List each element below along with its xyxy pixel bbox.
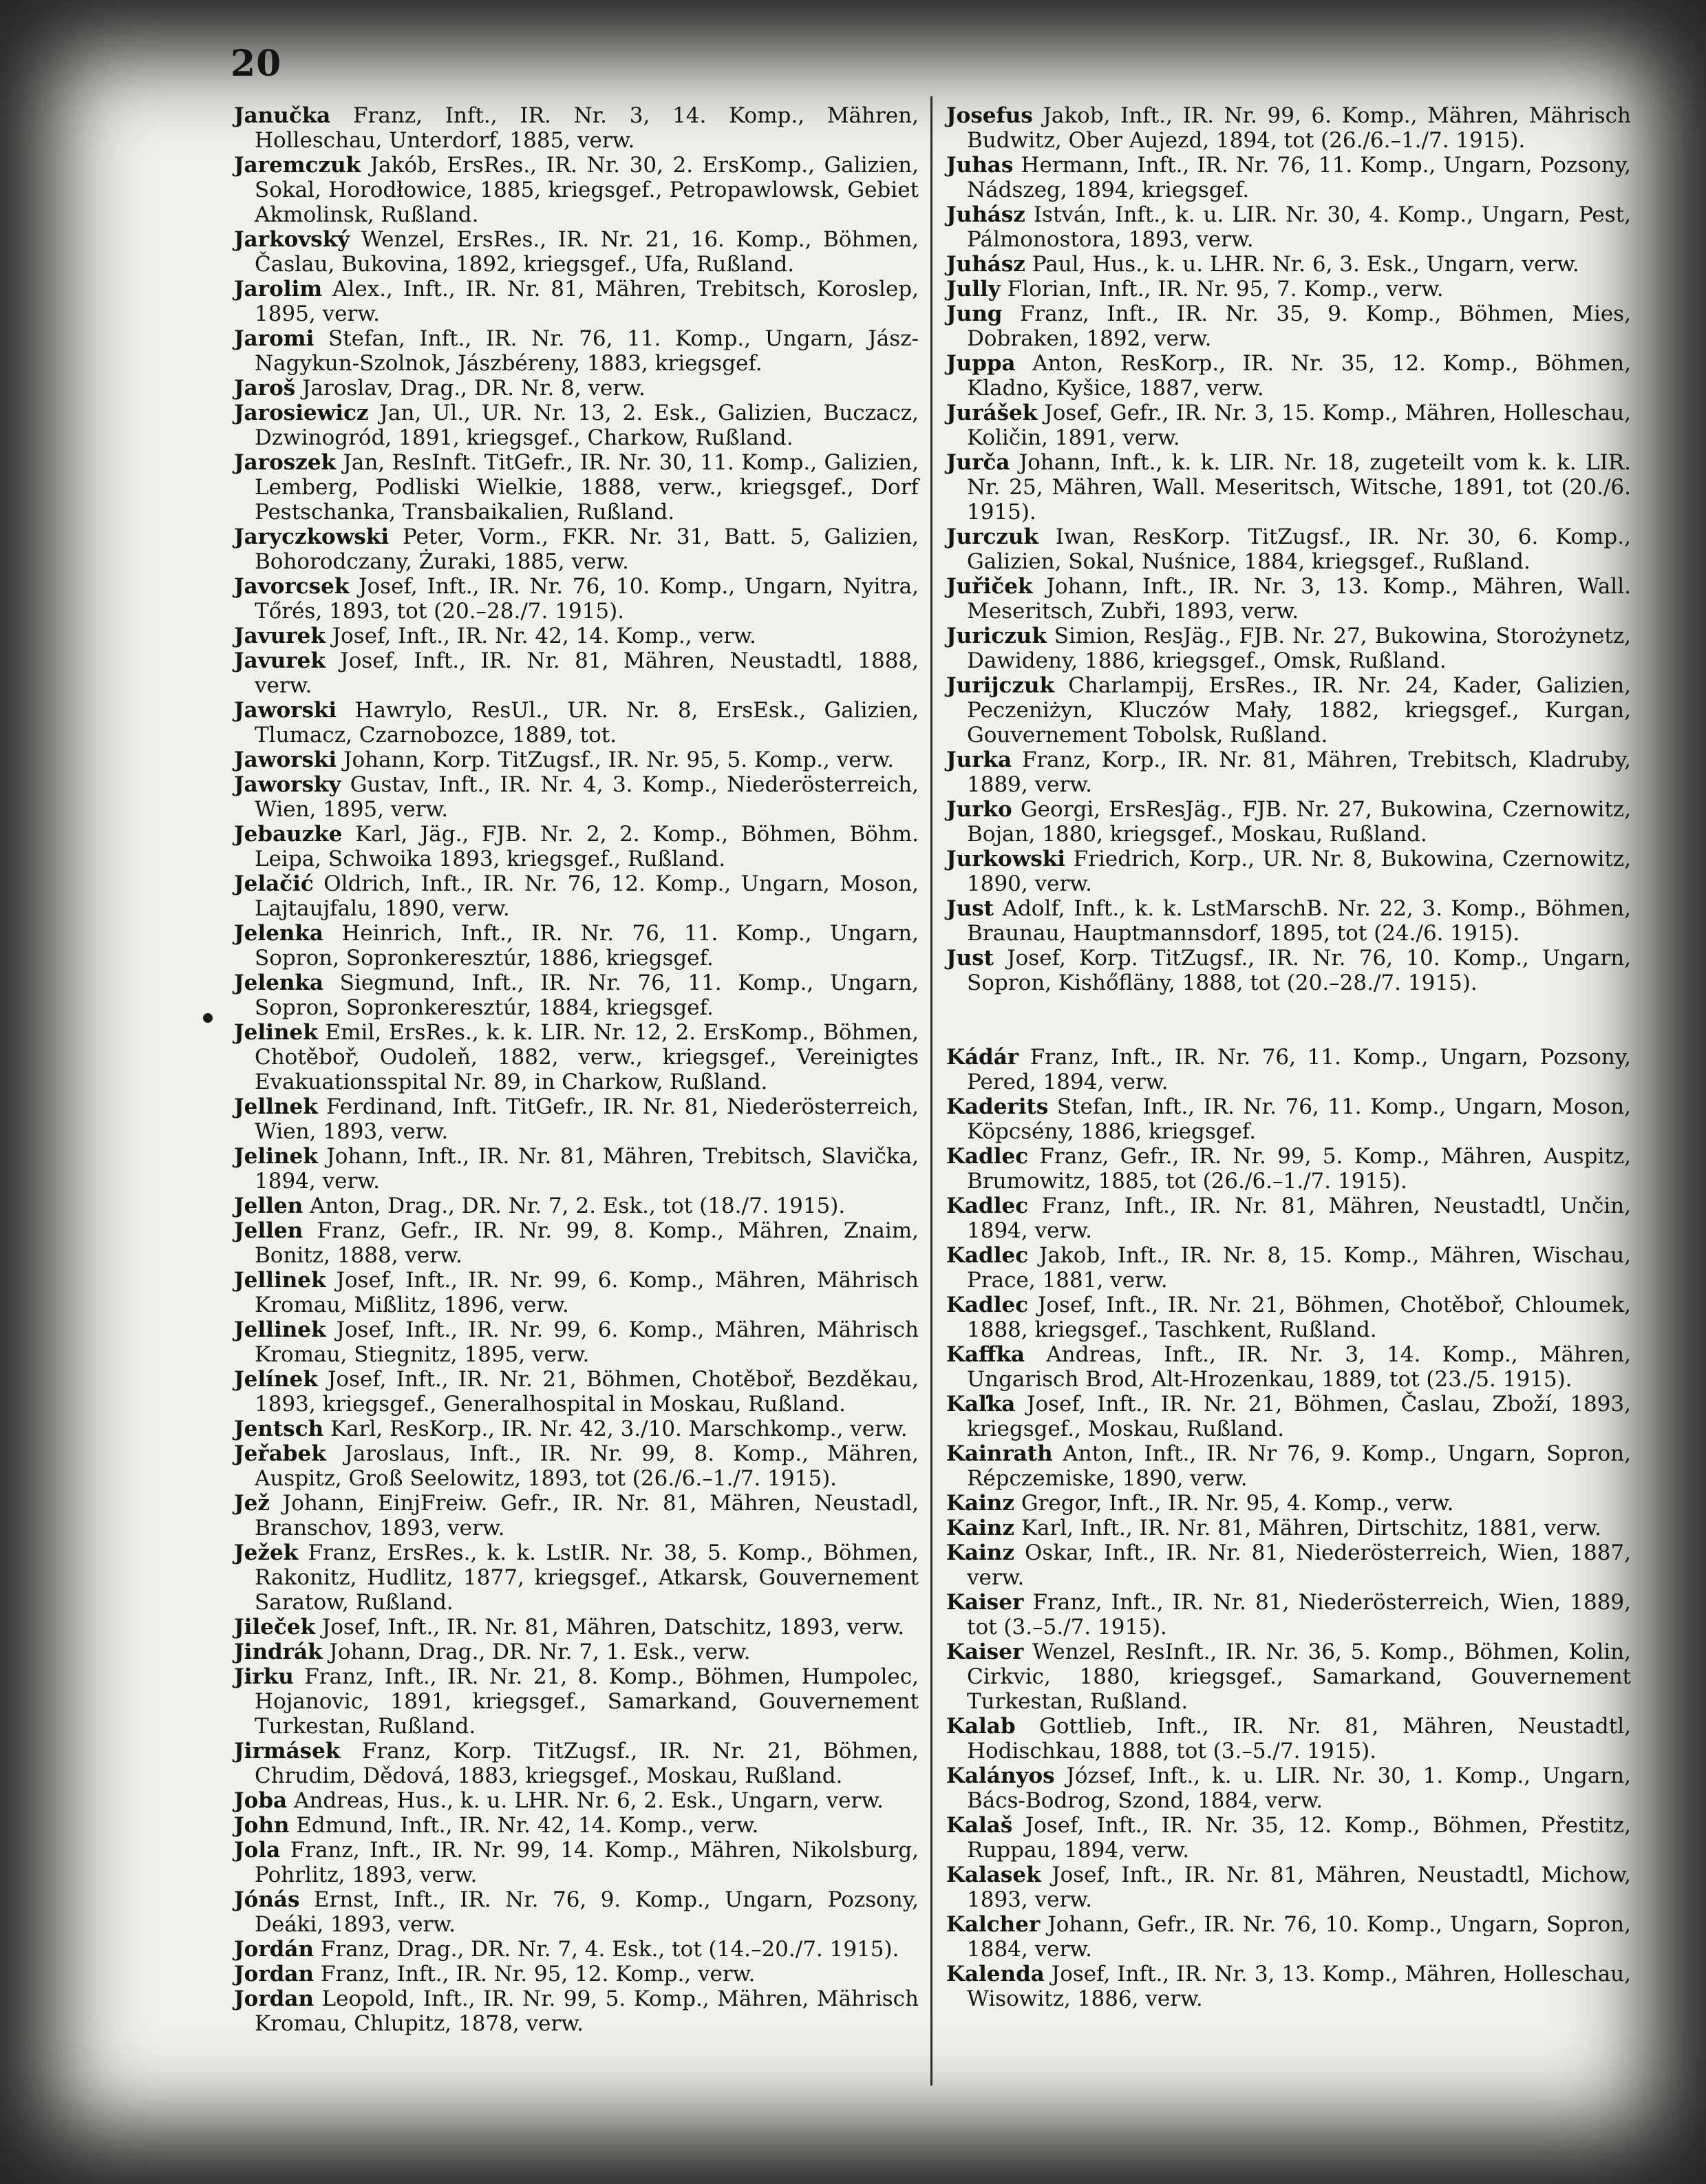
register-entry xyxy=(946,1516,1631,1540)
entry-details: Josef, Inft., IR. Nr. 81, Mähren, Datschitz, 1893, verw. xyxy=(321,1615,905,1640)
entry-details: Florian, Inft., IR. Nr. 95, 7. Komp., verw. xyxy=(1007,277,1444,301)
register-entry xyxy=(946,1912,1631,1962)
entry-surname: Jurka xyxy=(946,748,1012,772)
entry-surname: Jarosiewicz xyxy=(234,401,369,425)
entry-surname: Jully xyxy=(946,277,1001,301)
register-entry xyxy=(234,748,919,772)
entry-details: Emil, ErsRes., k. k. LIR. Nr. 12, 2. ErsKomp., Böhmen, Chotěboř, Oudoleň, 1882, verw., kriegsgef., Vereinigtes Evakuationsspital Nr. 89, in Charkow, Rußland. xyxy=(255,1020,919,1094)
register-entry xyxy=(946,401,1631,450)
register-entry xyxy=(946,1094,1631,1144)
register-entry xyxy=(234,277,919,326)
entry-details: Alex., Inft., IR. Nr. 81, Mähren, Trebitsch, Koroslep, 1895, verw. xyxy=(255,277,919,326)
entry-surname: Kaľka xyxy=(946,1392,1016,1417)
entry-details: Josef, Inft., IR. Nr. 3, 13. Komp., Mähren, Holleschau, Wisowitz, 1886, verw. xyxy=(967,1962,1631,2011)
register-entry xyxy=(946,574,1631,624)
register-entry xyxy=(234,1194,919,1218)
register-entry xyxy=(234,1540,919,1615)
entry-details: Karl, Inft., IR. Nr. 81, Mähren, Dirtschitz, 1881, verw. xyxy=(1021,1516,1602,1540)
register-entry xyxy=(234,1417,919,1441)
entry-details: Anton, Inft., IR. Nr 76, 9. Komp., Ungarn, Sopron, Répczemiske, 1890, verw. xyxy=(967,1441,1632,1491)
entry-details: Johann, Inft., IR. Nr. 81, Mähren, Trebitsch, Slavička, 1894, verw. xyxy=(255,1144,919,1194)
register-entry xyxy=(234,1317,919,1367)
right-column-k-section xyxy=(946,1045,1631,2011)
entry-surname: Jež xyxy=(234,1491,270,1516)
register-entry xyxy=(946,252,1631,277)
register-entry xyxy=(234,1813,919,1838)
register-entry xyxy=(946,896,1631,946)
entry-details: Franz, Inft., IR. Nr. 95, 12. Komp., verw. xyxy=(320,1962,756,1986)
register-entry xyxy=(946,301,1631,351)
entry-surname: Jellen xyxy=(234,1194,303,1218)
register-entry xyxy=(946,524,1631,574)
entry-details: Franz, Inft., IR. Nr. 35, 9. Komp., Böhmen, Mies, Dobraken, 1892, verw. xyxy=(967,301,1632,351)
entry-details: Franz, Korp. TitZugsf., IR. Nr. 21, Böhmen, Chrudim, Dědová, 1883, kriegsgef., Moskau, Rußland. xyxy=(255,1739,919,1788)
entry-surname: Kalasek xyxy=(946,1863,1041,1887)
register-entry xyxy=(946,1392,1631,1441)
entry-surname: Jentsch xyxy=(234,1417,324,1441)
register-entry xyxy=(946,1640,1631,1714)
entry-surname: Jellnek xyxy=(234,1094,318,1119)
entry-surname: Kainrath xyxy=(946,1441,1053,1466)
entry-details: Johann, Korp. TitZugsf., IR. Nr. 95, 5. Komp., verw. xyxy=(343,748,895,772)
entry-surname: Jaroszek xyxy=(234,450,337,475)
entry-details: Josef, Inft., IR. Nr. 81, Mähren, Neustadtl, Michow, 1893, verw. xyxy=(967,1863,1631,1912)
section-gap xyxy=(946,995,1631,1045)
register-entry xyxy=(234,227,919,277)
entry-surname: Kádár xyxy=(946,1045,1019,1070)
entry-details: Franz, Inft., IR. Nr. 76, 11. Komp., Ungarn, Pozsony, Pered, 1894, verw. xyxy=(967,1045,1631,1094)
entry-surname: John xyxy=(234,1813,290,1838)
register-entry xyxy=(946,450,1631,524)
entry-surname: Jeřabek xyxy=(234,1441,326,1466)
entry-surname: Jelenka xyxy=(234,971,323,995)
register-entry xyxy=(234,1838,919,1887)
register-entry xyxy=(946,748,1631,797)
register-entry xyxy=(946,351,1631,401)
entry-details: Gregor, Inft., IR. Nr. 95, 4. Komp., verw. xyxy=(1021,1491,1454,1516)
entry-surname: Kalányos xyxy=(946,1763,1055,1788)
entry-surname: Kainz xyxy=(946,1516,1014,1540)
entry-details: Franz, Inft., IR. Nr. 21, 8. Komp., Böhmen, Humpolec, Hojanovic, 1891, kriegsgef., Samarkand, Gouvernement Turkestan, Rußland. xyxy=(255,1664,919,1739)
entry-surname: Kainz xyxy=(946,1540,1014,1565)
entry-details: Anton, Drag., DR. Nr. 7, 2. Esk., tot (18./7. 1915). xyxy=(310,1194,846,1218)
entry-details: Franz, Inft., IR. Nr. 99, 14. Komp., Mähren, Nikolsburg, Pohrlitz, 1893, verw. xyxy=(255,1838,919,1887)
register-entry xyxy=(234,1986,919,2036)
entry-surname: Jung xyxy=(946,301,1003,326)
register-entry xyxy=(946,1441,1631,1491)
register-entry xyxy=(946,1045,1631,1094)
entry-details: Jan, Ul., UR. Nr. 13, 2. Esk., Galizien, Buczacz, Dzwinogród, 1891, kriegsgef., Charkow, Rußland. xyxy=(255,401,919,450)
entry-surname: Jindrák xyxy=(234,1640,323,1664)
entry-details: Josef, Korp. TitZugsf., IR. Nr. 76, 10. Komp., Ungarn, Sopron, Kishőfläny, 1888, tot (20.–28./7. 1915). xyxy=(967,946,1632,995)
entry-surname: Jurko xyxy=(946,797,1012,822)
entry-surname: Javurek xyxy=(234,624,326,648)
entry-surname: Joba xyxy=(234,1788,288,1813)
entry-details: Stefan, Inft., IR. Nr. 76, 11. Komp., Ungarn, Moson, Köpcsény, 1886, kriegsgef. xyxy=(967,1094,1631,1144)
entry-surname: Kadlec xyxy=(946,1243,1029,1268)
register-entry xyxy=(946,1540,1631,1590)
register-entry xyxy=(234,1268,919,1317)
entry-surname: Kalaš xyxy=(946,1813,1013,1838)
entry-surname: Juhász xyxy=(946,202,1025,227)
page-number: 20 xyxy=(231,43,282,85)
register-entry xyxy=(234,1367,919,1417)
entry-details: Stefan, Inft., IR. Nr. 76, 11. Komp., Ungarn, Jász-Nagykun-Szolnok, Jászbéreny, 1883, kriegsgef. xyxy=(255,326,919,376)
entry-surname: Kalcher xyxy=(946,1912,1041,1937)
register-entry xyxy=(234,1020,919,1094)
entry-details: Johann, EinjFreiw. Gefr., IR. Nr. 81, Mähren, Neustadl, Branschov, 1893, verw. xyxy=(255,1491,919,1540)
entry-details: Gottlieb, Inft., IR. Nr. 81, Mähren, Neustadtl, Hodischkau, 1888, tot (3.–5./7. 1915). xyxy=(967,1714,1631,1763)
register-entry xyxy=(946,202,1631,252)
entry-details: Gustav, Inft., IR. Nr. 4, 3. Komp., Niederösterreich, Wien, 1895, verw. xyxy=(255,772,919,822)
register-entry xyxy=(234,1441,919,1491)
margin-dot-mark xyxy=(203,1013,213,1023)
entry-surname: Kaiser xyxy=(946,1640,1024,1664)
entry-details: Josef, Inft., IR. Nr. 99, 6. Komp., Mähren, Mährisch Kromau, Mißlitz, 1896, verw. xyxy=(255,1268,919,1317)
entry-details: Josef, Inft., IR. Nr. 21, Böhmen, Časlau, Zboží, 1893, kriegsgef., Moskau, Rußland. xyxy=(967,1392,1631,1441)
register-entry xyxy=(234,1640,919,1664)
entry-surname: Kadlec xyxy=(946,1144,1029,1169)
register-entry xyxy=(234,103,919,153)
entry-surname: Jarkovský xyxy=(234,227,350,252)
entry-surname: Jirmásek xyxy=(234,1739,341,1763)
register-entry xyxy=(946,673,1631,748)
register-entry xyxy=(234,153,919,227)
entry-surname: Javurek xyxy=(234,648,326,673)
register-entry xyxy=(946,1491,1631,1516)
entry-surname: Ježek xyxy=(234,1540,299,1565)
entry-details: Johann, Inft., k. k. LIR. Nr. 18, zugeteilt vom k. k. LIR. Nr. 25, Mähren, Wall. Meseritsch, Witsche, 1891, tot (20./6. 1915). xyxy=(967,450,1631,524)
entry-details: Karl, Jäg., FJB. Nr. 2, 2. Komp., Böhmen, Böhm. Leipa, Schwoika 1893, kriegsgef., Rußland. xyxy=(255,822,919,871)
entry-surname: Kadlec xyxy=(946,1194,1029,1218)
register-entry xyxy=(234,326,919,376)
register-entry xyxy=(946,153,1631,202)
entry-details: Iwan, ResKorp. TitZugsf., IR. Nr. 30, 6. Komp., Galizien, Sokal, Nuśnice, 1884, kriegsgef., Rußland. xyxy=(967,524,1631,574)
entry-details: Adolf, Inft., k. k. LstMarschB. Nr. 22, 3. Komp., Böhmen, Braunau, Hauptmannsdorf, 1895, tot (24./6. 1915). xyxy=(967,896,1632,946)
entry-surname: Javorcsek xyxy=(234,574,350,599)
entry-details: Jakób, ErsRes., IR. Nr. 30, 2. ErsKomp., Galizien, Sokal, Horodłowice, 1885, kriegsgef., Petropawlowsk, Gebiet Akmolinsk, Rußland. xyxy=(255,153,919,227)
entry-surname: Jordán xyxy=(234,1937,314,1962)
register-entry xyxy=(946,946,1631,995)
register-entry xyxy=(234,1615,919,1640)
entry-surname: Josefus xyxy=(946,103,1033,128)
entry-surname: Jónás xyxy=(234,1887,300,1912)
register-entry xyxy=(234,822,919,871)
entry-surname: Jordan xyxy=(234,1962,314,1986)
entry-details: Franz, Inft., IR. Nr. 3, 14. Komp., Mähren, Holleschau, Unterdorf, 1885, verw. xyxy=(255,103,919,153)
entry-surname: Jola xyxy=(234,1838,281,1863)
entry-surname: Kalenda xyxy=(946,1962,1045,1986)
entry-surname: Jellinek xyxy=(234,1268,326,1293)
entry-details: Franz, Inft., IR. Nr. 81, Mähren, Neustadtl, Unčin, 1894, verw. xyxy=(967,1194,1631,1243)
entry-details: Karl, ResKorp., IR. Nr. 42, 3./10. Marschkomp., verw. xyxy=(330,1417,908,1441)
entry-surname: Jileček xyxy=(234,1615,316,1640)
entry-surname: Juriczuk xyxy=(946,624,1047,648)
entry-surname: Jordan xyxy=(234,1986,314,2011)
entry-surname: Juhas xyxy=(946,153,1014,178)
entry-surname: Jurijczuk xyxy=(946,673,1055,698)
entry-details: Peter, Vorm., FKR. Nr. 31, Batt. 5, Galizien, Bohorodczany, Żuraki, 1885, verw. xyxy=(255,524,919,574)
entry-details: Franz, Gefr., IR. Nr. 99, 5. Komp., Mähren, Auspitz, Brumowitz, 1885, tot (26./6.–1./7. 1915). xyxy=(967,1144,1632,1194)
entry-surname: Jarolim xyxy=(234,277,323,301)
entry-surname: Janučka xyxy=(234,103,331,128)
register-entry xyxy=(946,1714,1631,1763)
register-entry xyxy=(234,401,919,450)
entry-surname: Kaffka xyxy=(946,1342,1025,1367)
register-entry xyxy=(234,1937,919,1962)
entry-surname: Juřiček xyxy=(946,574,1033,599)
entry-details: Franz, Inft., IR. Nr. 81, Niederösterreich, Wien, 1889, tot (3.–5./7. 1915). xyxy=(967,1590,1631,1640)
register-entry xyxy=(946,1962,1631,2011)
entry-surname: Jelínek xyxy=(234,1367,318,1392)
entry-surname: Jaroš xyxy=(234,376,296,401)
register-entry xyxy=(234,1739,919,1788)
entry-surname: Kaderits xyxy=(946,1094,1049,1119)
register-entry xyxy=(946,103,1631,153)
entry-surname: Kalab xyxy=(946,1714,1016,1739)
entry-surname: Jaworsky xyxy=(234,772,341,797)
register-entry xyxy=(234,1491,919,1540)
entry-details: Leopold, Inft., IR. Nr. 99, 5. Komp., Mähren, Mährisch Kromau, Chlupitz, 1878, verw. xyxy=(255,1986,919,2036)
entry-details: Franz, Gefr., IR. Nr. 99, 8. Komp., Mähren, Znaim, Bonitz, 1888, verw. xyxy=(255,1218,919,1268)
entry-surname: Jirku xyxy=(234,1664,294,1689)
entry-surname: Juppa xyxy=(946,351,1016,376)
entry-surname: Jaworski xyxy=(234,748,337,772)
entry-details: István, Inft., k. u. LIR. Nr. 30, 4. Komp., Ungarn, Pest, Pálmonostora, 1893, verw. xyxy=(967,202,1631,252)
entry-details: Josef, Inft., IR. Nr. 81, Mähren, Neustadtl, 1888, verw. xyxy=(255,648,919,698)
register-entry xyxy=(234,376,919,401)
entry-details: Andreas, Hus., k. u. LHR. Nr. 6, 2. Esk., Ungarn, verw. xyxy=(293,1788,884,1813)
register-entry xyxy=(946,1144,1631,1194)
entry-details: Oskar, Inft., IR. Nr. 81, Niederösterreich, Wien, 1887, verw. xyxy=(967,1540,1631,1590)
entry-details: Ferdinand, Inft. TitGefr., IR. Nr. 81, Niederösterreich, Wien, 1893, verw. xyxy=(255,1094,919,1144)
entry-surname: Jebauzke xyxy=(234,822,343,847)
register-entry xyxy=(234,921,919,971)
entry-surname: Jurášek xyxy=(946,401,1038,425)
entry-details: Paul, Hus., k. u. LHR. Nr. 6, 3. Esk., Ungarn, verw. xyxy=(1032,252,1579,277)
entry-details: Josef, Inft., IR. Nr. 76, 10. Komp., Ungarn, Nyitra, Tőrés, 1893, tot (20.–28./7. 1915). xyxy=(255,574,919,624)
entry-surname: Jurča xyxy=(946,450,1010,475)
register-entry xyxy=(946,1813,1631,1863)
entry-details: Jan, ResInft. TitGefr., IR. Nr. 30, 11. Komp., Galizien, Lemberg, Podliski Wielkie, 1888, verw., kriegsgef., Dorf Pestschanka, Transbaikalien, Rußland. xyxy=(255,450,919,524)
entry-details: Hawrylo, ResUl., UR. Nr. 8, ErsEsk., Galizien, Tlumacz, Czarnobozce, 1889, tot. xyxy=(255,698,919,748)
entry-surname: Jellen xyxy=(234,1218,303,1243)
register-entry xyxy=(946,1590,1631,1640)
right-column xyxy=(946,103,1631,2011)
entry-surname: Jaromi xyxy=(234,326,314,351)
entry-details: Josef, Inft., IR. Nr. 99, 6. Komp., Mähren, Mährisch Kromau, Stiegnitz, 1895, verw. xyxy=(255,1317,919,1367)
register-entry xyxy=(234,1144,919,1194)
entry-surname: Jelačić xyxy=(234,871,314,896)
entry-surname: Jelinek xyxy=(234,1144,318,1169)
register-entry xyxy=(234,1664,919,1739)
register-entry xyxy=(946,624,1631,673)
register-entry xyxy=(946,1243,1631,1293)
entry-surname: Jellinek xyxy=(234,1317,326,1342)
register-entry xyxy=(234,450,919,524)
entry-surname: Juhász xyxy=(946,252,1025,277)
entry-surname: Kaiser xyxy=(946,1590,1024,1615)
entry-details: Josef, Inft., IR. Nr. 21, Böhmen, Chotěboř, Chloumek, 1888, kriegsgef., Taschkent, Rußland. xyxy=(967,1293,1631,1342)
entry-details: Josef, Inft., IR. Nr. 21, Böhmen, Chotěboř, Bezděkau, 1893, kriegsgef., Generalhospital in Moskau, Rußland. xyxy=(255,1367,919,1417)
register-entry xyxy=(946,1194,1631,1243)
register-entry xyxy=(946,1863,1631,1912)
entry-details: Johann, Inft., IR. Nr. 3, 13. Komp., Mähren, Wall. Meseritsch, Zubři, 1893, verw. xyxy=(967,574,1631,624)
register-entry xyxy=(946,1763,1631,1813)
entry-details: Simion, ResJäg., FJB. Nr. 27, Bukowina, Storożynetz, Dawideny, 1886, kriegsgef., Omsk, Rußland. xyxy=(967,624,1631,673)
register-entry xyxy=(946,1342,1631,1392)
register-entry xyxy=(234,772,919,822)
register-entry xyxy=(234,648,919,698)
entry-details: Josef, Gefr., IR. Nr. 3, 15. Komp., Mähren, Holleschau, Količin, 1891, verw. xyxy=(967,401,1631,450)
entry-details: József, Inft., k. u. LIR. Nr. 30, 1. Komp., Ungarn, Bács-Bodrog, Szond, 1884, verw. xyxy=(967,1763,1632,1813)
entry-details: Heinrich, Inft., IR. Nr. 76, 11. Komp., Ungarn, Sopron, Sopronkeresztúr, 1886, kriegsgef. xyxy=(255,921,919,971)
entry-details: Siegmund, Inft., IR. Nr. 76, 11. Komp., Ungarn, Sopron, Sopronkeresztúr, 1884, kriegsgef. xyxy=(255,971,919,1020)
register-entry xyxy=(234,1788,919,1813)
register-entry xyxy=(946,847,1631,896)
entry-surname: Kadlec xyxy=(946,1293,1029,1317)
register-entry xyxy=(234,624,919,648)
entry-details: Franz, Korp., IR. Nr. 81, Mähren, Trebitsch, Kladruby, 1889, verw. xyxy=(967,748,1631,797)
register-entry xyxy=(234,574,919,624)
entry-details: Johann, Gefr., IR. Nr. 76, 10. Komp., Ungarn, Sopron, 1884, verw. xyxy=(967,1912,1631,1962)
entry-details: Edmund, Inft., IR. Nr. 42, 14. Komp., verw. xyxy=(296,1813,759,1838)
entry-surname: Just xyxy=(946,946,994,971)
entry-surname: Just xyxy=(946,896,994,921)
entry-details: Hermann, Inft., IR. Nr. 76, 11. Komp., Ungarn, Pozsony, Nádszeg, 1894, kriegsgef. xyxy=(967,153,1632,202)
register-entry xyxy=(234,1218,919,1268)
entry-surname: Jaworski xyxy=(234,698,337,723)
entry-surname: Jurczuk xyxy=(946,524,1039,549)
register-entry xyxy=(234,524,919,574)
register-entry xyxy=(234,1094,919,1144)
left-column xyxy=(234,103,919,2036)
entry-details: Andreas, Inft., IR. Nr. 3, 14. Komp., Mähren, Ungarisch Brod, Alt-Hrozenkau, 1889, tot (23./5. 1915). xyxy=(967,1342,1631,1392)
entry-surname: Jurkowski xyxy=(946,847,1066,871)
register-entry xyxy=(946,1293,1631,1342)
entry-details: Jaroslaus, Inft., IR. Nr. 99, 8. Komp., Mähren, Auspitz, Groß Seelowitz, 1893, tot (26./6.–1./7. 1915). xyxy=(255,1441,919,1491)
column-divider xyxy=(930,96,932,2086)
entry-surname: Jaremczuk xyxy=(234,153,361,178)
entry-details: Josef, Inft., IR. Nr. 35, 12. Komp., Böhmen, Přestitz, Ruppau, 1894, verw. xyxy=(967,1813,1631,1863)
register-entry xyxy=(946,797,1631,847)
entry-surname: Jaryczkowski xyxy=(234,524,390,549)
entry-details: Jaroslav, Drag., DR. Nr. 8, verw. xyxy=(302,376,646,401)
entry-details: Ernst, Inft., IR. Nr. 76, 9. Komp., Ungarn, Pozsony, Deáki, 1893, verw. xyxy=(255,1887,919,1937)
register-entry xyxy=(234,1887,919,1937)
register-entry xyxy=(234,971,919,1020)
entry-details: Franz, Drag., DR. Nr. 7, 4. Esk., tot (14.–20./7. 1915). xyxy=(320,1937,899,1962)
entry-details: Anton, ResKorp., IR. Nr. 35, 12. Komp., Böhmen, Kladno, Kyšice, 1887, verw. xyxy=(967,351,1631,401)
entry-details: Franz, ErsRes., k. k. LstIR. Nr. 38, 5. Komp., Böhmen, Rakonitz, Hudlitz, 1877, kriegsgef., Atkarsk, Gouvernement Saratow, Rußland. xyxy=(255,1540,919,1615)
entry-details: Georgi, ErsResJäg., FJB. Nr. 27, Bukowina, Czernowitz, Bojan, 1880, kriegsgef., Moskau, Rußland. xyxy=(967,797,1631,847)
entry-details: Wenzel, ErsRes., IR. Nr. 21, 16. Komp., Böhmen, Časlau, Bukovina, 1892, kriegsgef., Ufa, Rußland. xyxy=(255,227,919,277)
entry-details: Charlampij, ErsRes., IR. Nr. 24, Kader, Galizien, Peczeniżyn, Kluczów Mały, 1882, kriegsgef., Kurgan, Gouvernement Tobolsk, Rußland. xyxy=(967,673,1631,748)
register-entry xyxy=(234,1962,919,1986)
entry-details: Oldrich, Inft., IR. Nr. 76, 12. Komp., Ungarn, Moson, Lajtaujfalu, 1890, verw. xyxy=(255,871,919,921)
entry-details: Josef, Inft., IR. Nr. 42, 14. Komp., verw. xyxy=(332,624,756,648)
entry-surname: Kainz xyxy=(946,1491,1014,1516)
entry-details: Jakob, Inft., IR. Nr. 99, 6. Komp., Mähren, Mährisch Budwitz, Ober Aujezd, 1894, tot (26./6.–1./7. 1915). xyxy=(967,103,1632,153)
entry-surname: Jelinek xyxy=(234,1020,318,1045)
entry-surname: Jelenka xyxy=(234,921,323,946)
entry-details: Friedrich, Korp., UR. Nr. 8, Bukowina, Czernowitz, 1890, verw. xyxy=(967,847,1631,896)
entry-details: Johann, Drag., DR. Nr. 7, 1. Esk., verw. xyxy=(329,1640,751,1664)
entry-details: Jakob, Inft., IR. Nr. 8, 15. Komp., Mähren, Wischau, Prace, 1881, verw. xyxy=(967,1243,1631,1293)
register-entry xyxy=(946,277,1631,301)
register-entry xyxy=(234,698,919,748)
entry-details: Wenzel, ResInft., IR. Nr. 36, 5. Komp., Böhmen, Kolin, Cirkvic, 1880, kriegsgef., Samarkand, Gouvernement Turkestan, Rußland. xyxy=(967,1640,1631,1714)
register-entry xyxy=(234,871,919,921)
right-column-j-section xyxy=(946,103,1631,995)
